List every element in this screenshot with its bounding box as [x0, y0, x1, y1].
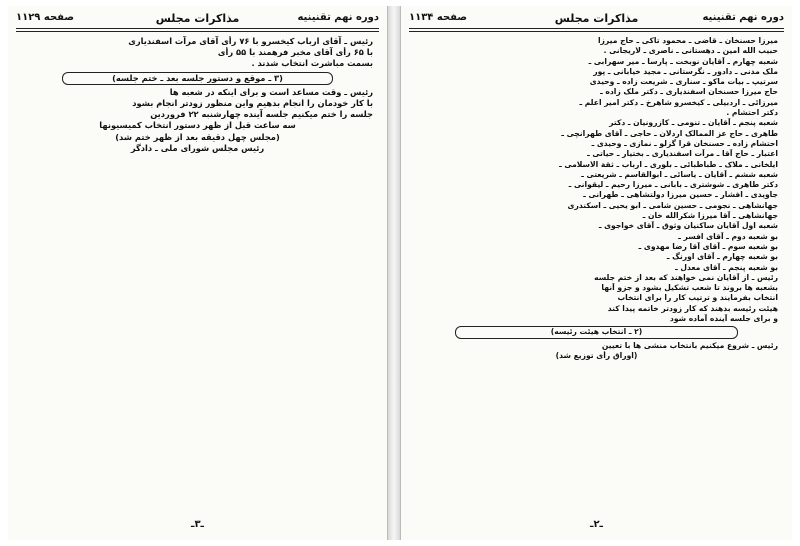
header-rule	[16, 28, 379, 29]
text-line: رئیس ـ وقت مساعد است و برای اینکه در شعبه ها	[169, 86, 373, 97]
text-line: بو شعبه دوم ـ آقای افسر ـ	[678, 231, 778, 241]
text-line: بشعبه ها بروند تا شعب تشکیل بشود و جزو آنها	[601, 283, 778, 293]
left-body-text	[22, 36, 373, 154]
text-line: سه ساعت قبل از ظهر دستور انتخاب کمیسیونها	[99, 120, 296, 131]
header-rule	[409, 28, 784, 29]
text-line: با کار خودمان را انجام بدهیم واین منظور زودتر انجام بشود	[132, 98, 373, 109]
text-line: با ۶۵ رأی آقای مخبر فرهمند با ۵۵ رأی	[217, 47, 373, 58]
right-page-title: مذاکرات مجلس	[554, 12, 639, 25]
text-line: شعبه چهارم ـ آقایان نوبخت ـ پارسا ـ میر سهرابی ـ	[588, 56, 778, 66]
text-line: میرزا حسنخان ـ قاضی ـ محمود تاکی ـ حاج میرزا	[597, 36, 778, 45]
left-page	[8, 6, 388, 540]
left-session-label: دوره نهم تقنینیه	[297, 12, 379, 23]
text-line: رئیس ـ شروع میکنیم بانتخاب منشی ها با تعیین	[601, 340, 778, 350]
text-line: جهانشاهی ـ آقا میرزا شکرالله خان ـ	[642, 211, 778, 221]
right-page	[400, 6, 792, 540]
text-line: جلسه را ختم میکنیم جلسه آینده چهارشنبه ۲۲ فروردین	[150, 109, 373, 120]
text-line: میرزائی ـ اردبیلی ـ کیخسرو شاهرخ ـ دکتر امیر اعلم ـ	[579, 97, 778, 107]
text-line: هیئت رئیسه بدهند که کار زودتر خاتمه پیدا کند	[607, 303, 778, 313]
text-line: حاج میرزا حسنخان اسفندیاری ـ دکتر ملک زاده ـ	[600, 87, 778, 97]
text-line: (اوراق رأی توزیع شد)	[555, 350, 638, 360]
text-line: دکتر طاهری ـ شوشتری ـ بابانی ـ میرزا رحیم ـ لیقوانی ـ	[568, 180, 778, 190]
header-rule	[16, 31, 379, 32]
text-line: شعبه پنجم ـ آقایان ـ تنومی ـ کازرونیان ـ دکتر	[609, 118, 778, 128]
right-body-text	[415, 36, 778, 361]
left-page-number: صفحه ۱۱۲۹	[16, 12, 75, 23]
text-line: جهانشاهی ـ نجومی ـ حسین شامی ـ ابو یحیی ـ اسکندری	[567, 200, 778, 210]
section-heading: (۳ ـ موقع و دستور جلسه بعد ـ ختم جلسه)	[62, 72, 333, 85]
text-line: بو شعبه سوم ـ آقای آقا رضا مهدوی ـ	[638, 241, 778, 251]
header-rule	[409, 31, 784, 32]
text-line: حبیب الله امین ـ دهستانی ـ ناصری ـ لاریجانی .	[603, 46, 778, 56]
text-line: و برای جلسه آینده آماده شود	[669, 314, 778, 324]
text-line: (مجلس چهل دقیقه بعد از ظهر ختم شد)	[115, 131, 280, 142]
left-page-header	[16, 8, 379, 28]
text-line: شعبه ششم ـ آقایان ـ یاسائی ـ ابوالقاسم ـ شریعتی ـ	[581, 169, 778, 179]
text-line: رئیس ـ از آقایان نمی خواهند که بعد از ختم جلسه	[594, 272, 778, 282]
text-line: رئیس ـ آقای ارباب کیخسرو با ۷۶ رأی آقای مرآت اسفندیاری	[128, 36, 373, 46]
text-line: اعتبار ـ حاج آقا ـ مرآت اسفندیاری ـ بختیار ـ حیاتی ـ	[587, 149, 778, 159]
text-line: ایلخانی ـ ملاک ـ طباطبائی ـ بلوری ـ ارباب ـ ثقة الاسلامی ـ	[559, 159, 778, 169]
right-session-label: دوره نهم تقنینیه	[702, 12, 784, 23]
book-gutter	[388, 6, 400, 540]
text-line: بو شعبه پنجم ـ آقای معدل ـ	[675, 262, 778, 272]
left-folio: ـ۳ـ	[191, 519, 204, 530]
right-folio: ـ۲ـ	[590, 519, 603, 530]
text-line: انتخاب بفرمایند و ترتیب کار را برای انتخاب	[617, 293, 778, 303]
text-line: احتشام زاده ـ حسنخان قرا گزلو ـ نمازی ـ وحیدی ـ	[591, 138, 778, 148]
text-line: دکتر احتشام .	[726, 108, 778, 118]
right-page-header	[409, 8, 784, 28]
left-page-title: مذاکرات مجلس	[155, 12, 240, 25]
text-line: ملک مدنی ـ دادور ـ نگرستانی ـ مجید خیابانی ـ پور	[593, 66, 778, 76]
text-line: سرتیپ ـ بیات ماکو ـ سناری ـ شریعت زاده ـ وحیدی	[589, 77, 778, 87]
text-line: جاویدی ـ افشار ـ حسین میرزا دولتشاهی ـ طهرانی ـ	[583, 190, 778, 200]
signature-line: رئیس مجلس شورای ملی ـ دادگر	[130, 142, 265, 153]
text-line: شعبه اول آقایان ساکنیان وثوق ـ آقای خواجوی ـ	[598, 221, 778, 231]
text-line: طاهری ـ حاج عز الممالک اردلان ـ حاجی ـ آقای طهرانچی ـ	[561, 128, 778, 138]
text-line: بسمت مباشرت انتخاب شدند .	[251, 58, 373, 69]
right-page-number: صفحه ۱۱۳۴	[409, 12, 468, 23]
section-heading: (۲ ـ انتخاب هیئت رئیسه)	[455, 326, 738, 338]
text-line: بو شعبه چهارم ـ آقای اورنگ ـ	[666, 252, 778, 262]
